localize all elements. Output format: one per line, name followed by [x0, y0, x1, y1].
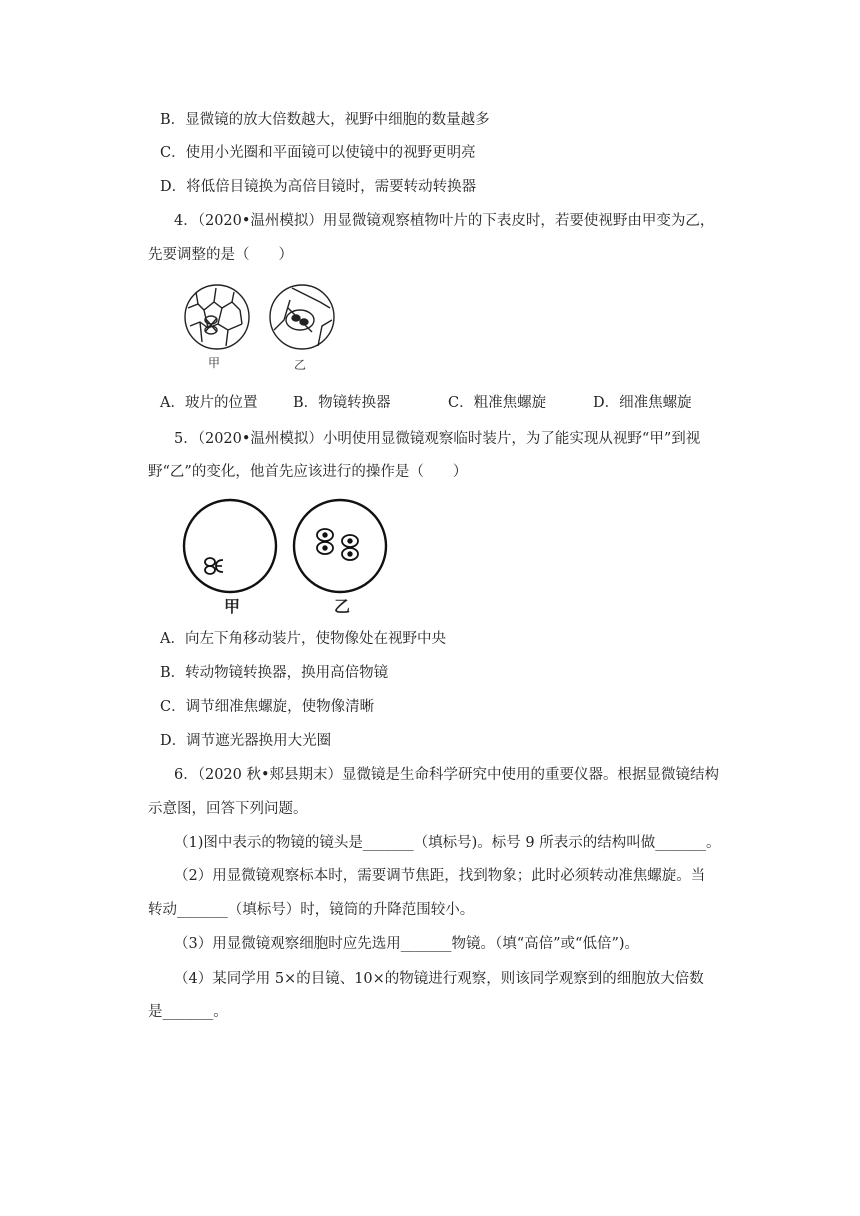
q3-option-c: C．使用小光圈和平面镜可以使镜中的视野更明亮	[160, 145, 476, 161]
q6-sub-question-2-line2: 转动_______（填标号）时，镜筒的升降范围较小。	[148, 902, 475, 918]
q5-figure	[180, 498, 390, 616]
q6-sub-question-1: （1)图中表示的物镜的镜头是_______（填标号)。标号 9 所表示的结构叫做_______。	[174, 835, 721, 851]
q4-figure	[180, 280, 350, 380]
q5-option-d: D．调节遮光器换用大光圈	[160, 733, 332, 749]
q5-option-b: B．转动物镜转换器，换用高倍物镜	[160, 665, 389, 681]
q4-field-yi	[270, 285, 334, 349]
q4-option-a: A．玻片的位置	[160, 395, 258, 411]
q6-sub-question-3: （3）用显微镜观察细胞时应先选用_______物镜。（填“高倍”或“低倍”)。	[174, 936, 640, 952]
q4-option-c: C．粗准焦螺旋	[448, 395, 547, 411]
q3-option-b: B．显微镜的放大倍数越大，视野中细胞的数量越多	[160, 112, 490, 128]
q6-sub-question-4-line2: 是_______。	[148, 1004, 228, 1020]
q4-label-yi: 乙	[294, 358, 307, 372]
q5-option-c: C．调节细准焦螺旋，使物像清晰	[160, 699, 375, 715]
q5-stem-line1: 5．（2020•温州模拟）小明使用显微镜观察临时装片，为了能实现从视野“甲”到视	[174, 431, 701, 447]
q5-option-a: A．向左下角移动装片，使物像处在视野中央	[160, 631, 446, 647]
q6-sub-question-4-line1: （4）某同学用 5×的目镜、10×的物镜进行观察，则该同学观察到的细胞放大倍数	[174, 971, 704, 987]
q4-option-b: B．物镜转换器	[293, 395, 391, 411]
q4-microscope-fields	[180, 280, 350, 380]
q5-field-yi	[294, 500, 386, 592]
q5-microscope-fields	[180, 498, 390, 616]
q6-stem-line1: 6．（2020 秋•郏县期末）显微镜是生命科学研究中使用的重要仪器。根据显微镜结构	[174, 767, 720, 783]
q5-stem-line2: 野“乙”的变化，他首先应该进行的操作是（ ）	[148, 464, 468, 480]
q4-stem-line2: 先要调整的是（ ）	[148, 247, 293, 263]
q4-label-jia: 甲	[208, 356, 221, 370]
q5-label-jia: 甲	[224, 597, 241, 616]
q4-option-d: D．细准焦螺旋	[593, 395, 692, 411]
q3-option-d: D．将低倍目镜换为高倍目镜时，需要转动转换器	[160, 179, 477, 195]
q4-field-jia	[185, 285, 249, 349]
q4-stem-line1: 4．（2020•温州模拟）用显微镜观察植物叶片的下表皮时，若要使视野由甲变为乙，	[174, 213, 715, 229]
q6-stem-line2: 示意图，回答下列问题。	[148, 801, 308, 817]
q5-label-yi: 乙	[334, 597, 351, 616]
q6-sub-question-2-line1: （2）用显微镜观察标本时，需要调节焦距，找到物象；此时必须转动准焦螺旋。当	[174, 868, 706, 884]
q5-field-jia	[184, 500, 276, 592]
